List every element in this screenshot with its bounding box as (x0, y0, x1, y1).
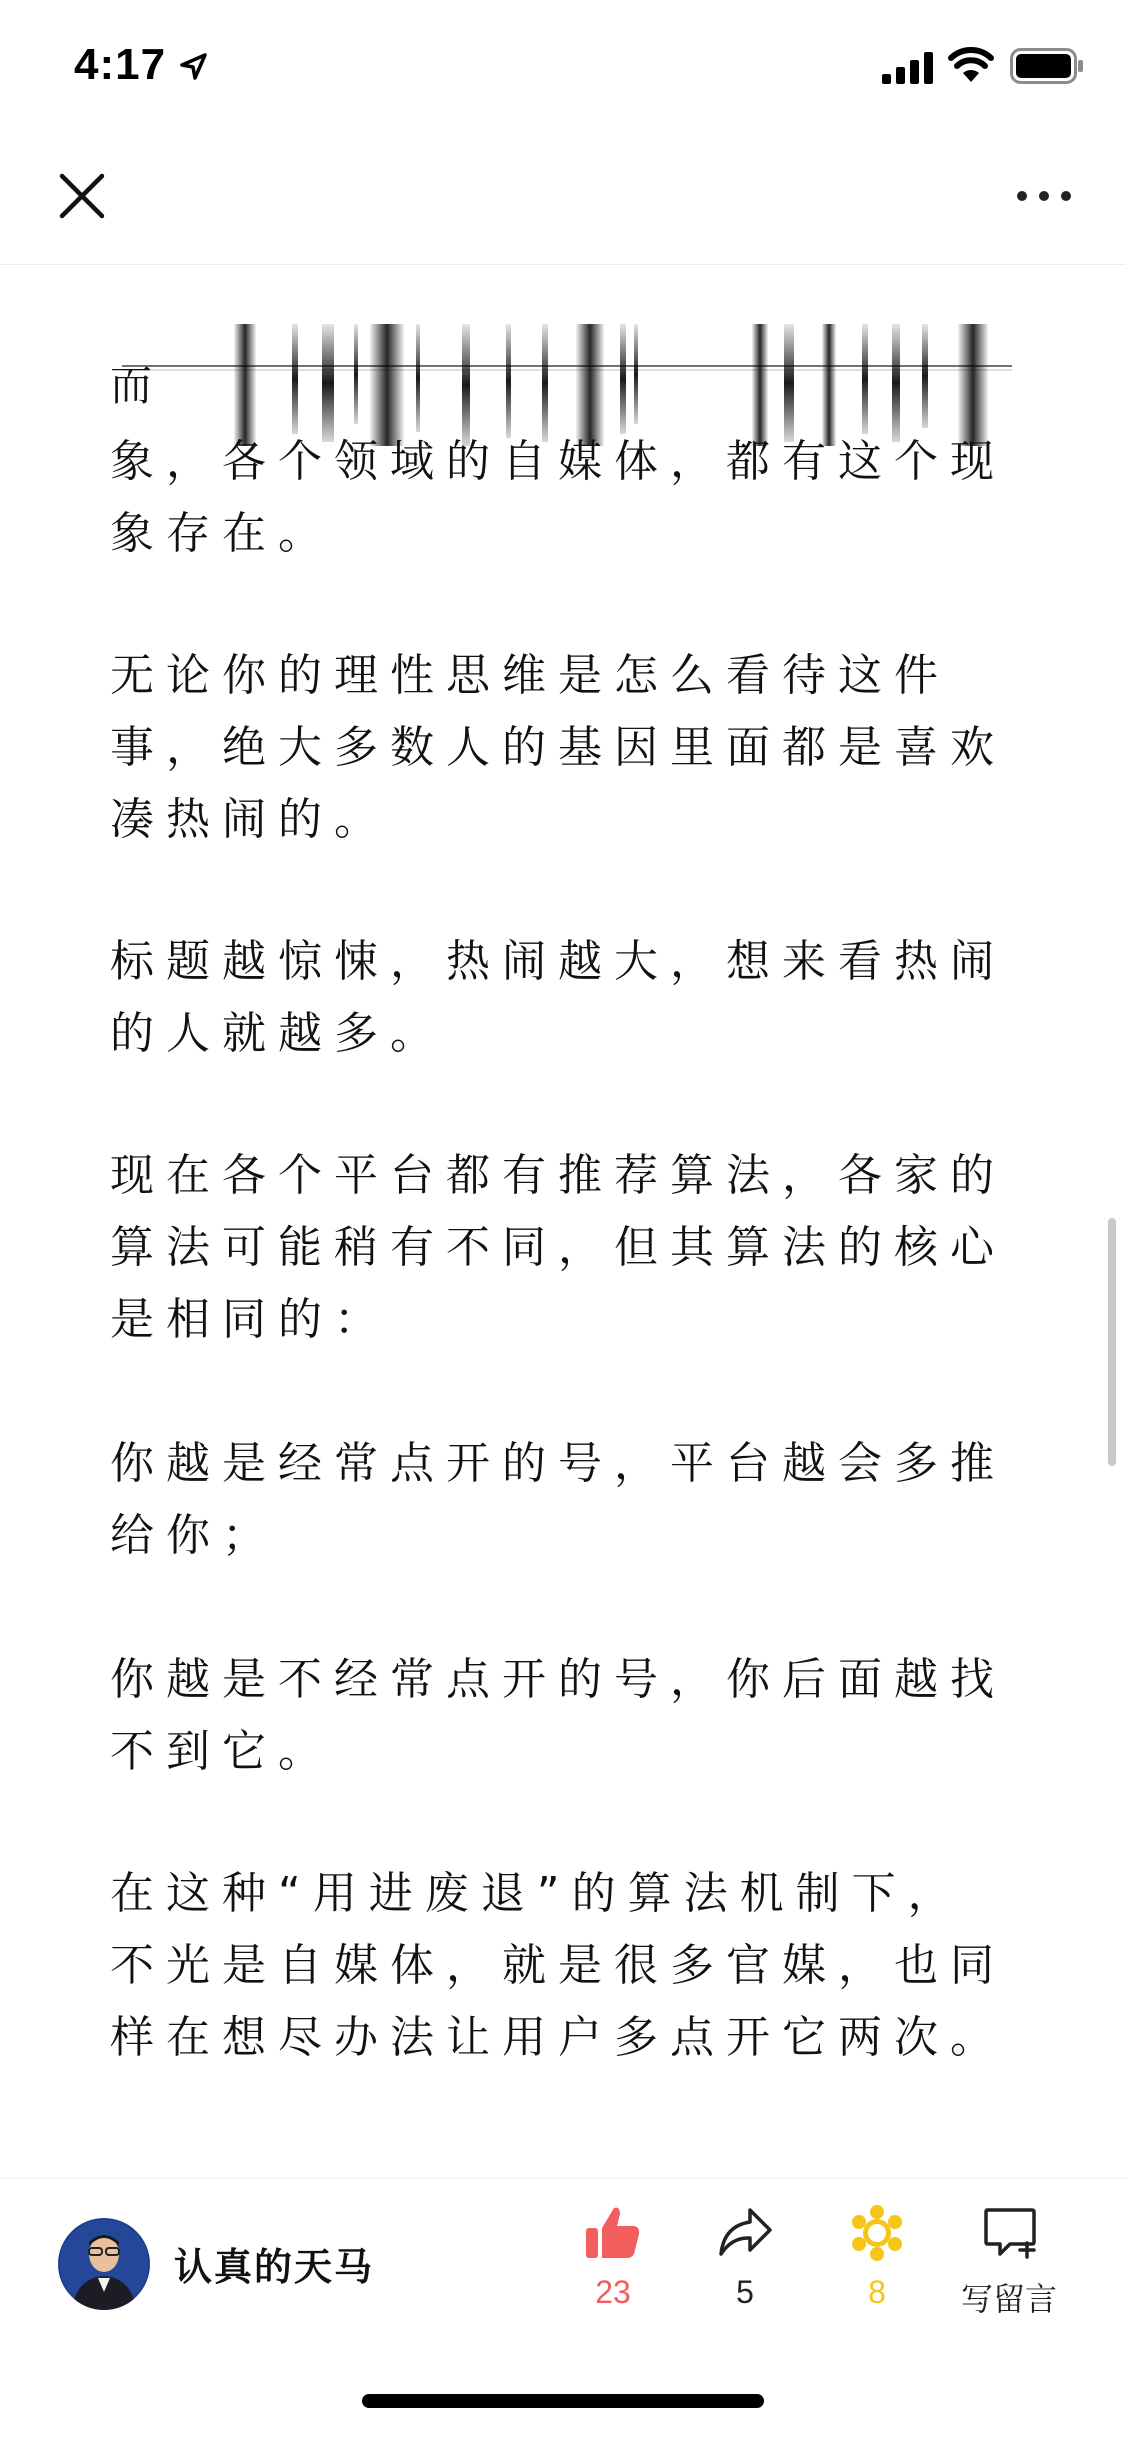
more-options-icon[interactable] (1016, 184, 1072, 208)
close-icon[interactable] (56, 170, 108, 222)
write-comment-button[interactable] (944, 2204, 1074, 2324)
garbled-text-fragment: 而 (110, 361, 165, 410)
share-arrow-icon (716, 2204, 774, 2262)
home-indicator[interactable] (362, 2394, 764, 2408)
article-paragraph-3: 标题越惊悚，热闹越大，想来看热闹的人就越多。 (110, 936, 1006, 1059)
wifi-icon (948, 46, 994, 84)
write-comment-label: 写留言 (960, 2280, 1057, 2318)
author-name[interactable]: 认真的天马 (174, 2245, 375, 2289)
share-count: 5 (736, 2274, 754, 2310)
article-paragraph-1: 象，各个领域的自媒体，都有这个现象存在。 (110, 436, 1006, 559)
article-paragraph-6: 你越是不经常点开的号，你后面越找不到它。 (110, 1654, 1006, 1777)
wow-count: 8 (868, 2274, 886, 2310)
wow-flower-icon (848, 2204, 906, 2262)
article-paragraph-5: 你越是经常点开的号，平台越会多推给你； (110, 1438, 1006, 1561)
nav-bar (0, 140, 1126, 265)
author-avatar-image (58, 2218, 150, 2310)
article-paragraph-7: 在这种“用进废退”的算法机制下，不光是自媒体，就是很多官媒，也同样在想尽办法让用户多点开它两次。 (110, 1868, 1006, 2063)
scrollbar[interactable] (1108, 1218, 1116, 1466)
like-count: 23 (595, 2274, 631, 2310)
location-arrow-icon (178, 52, 208, 82)
article-paragraph-2: 无论你的理性思维是怎么看待这件事，绝大多数人的基因里面都是喜欢凑热闹的。 (110, 650, 1006, 845)
article-paragraph-4: 现在各个平台都有推荐算法，各家的算法可能稍有不同，但其算法的核心是相同的： (110, 1150, 1006, 1345)
wow-button[interactable] (812, 2204, 942, 2324)
avatar[interactable] (58, 2218, 150, 2310)
thumbs-up-icon (584, 2204, 642, 2262)
share-button[interactable] (680, 2204, 810, 2324)
like-button[interactable] (548, 2204, 678, 2324)
cellular-signal-icon (882, 52, 934, 84)
status-bar (0, 0, 1126, 140)
comment-add-icon (980, 2204, 1038, 2262)
battery-icon (1010, 48, 1084, 84)
status-time: 4:17 (74, 40, 167, 89)
